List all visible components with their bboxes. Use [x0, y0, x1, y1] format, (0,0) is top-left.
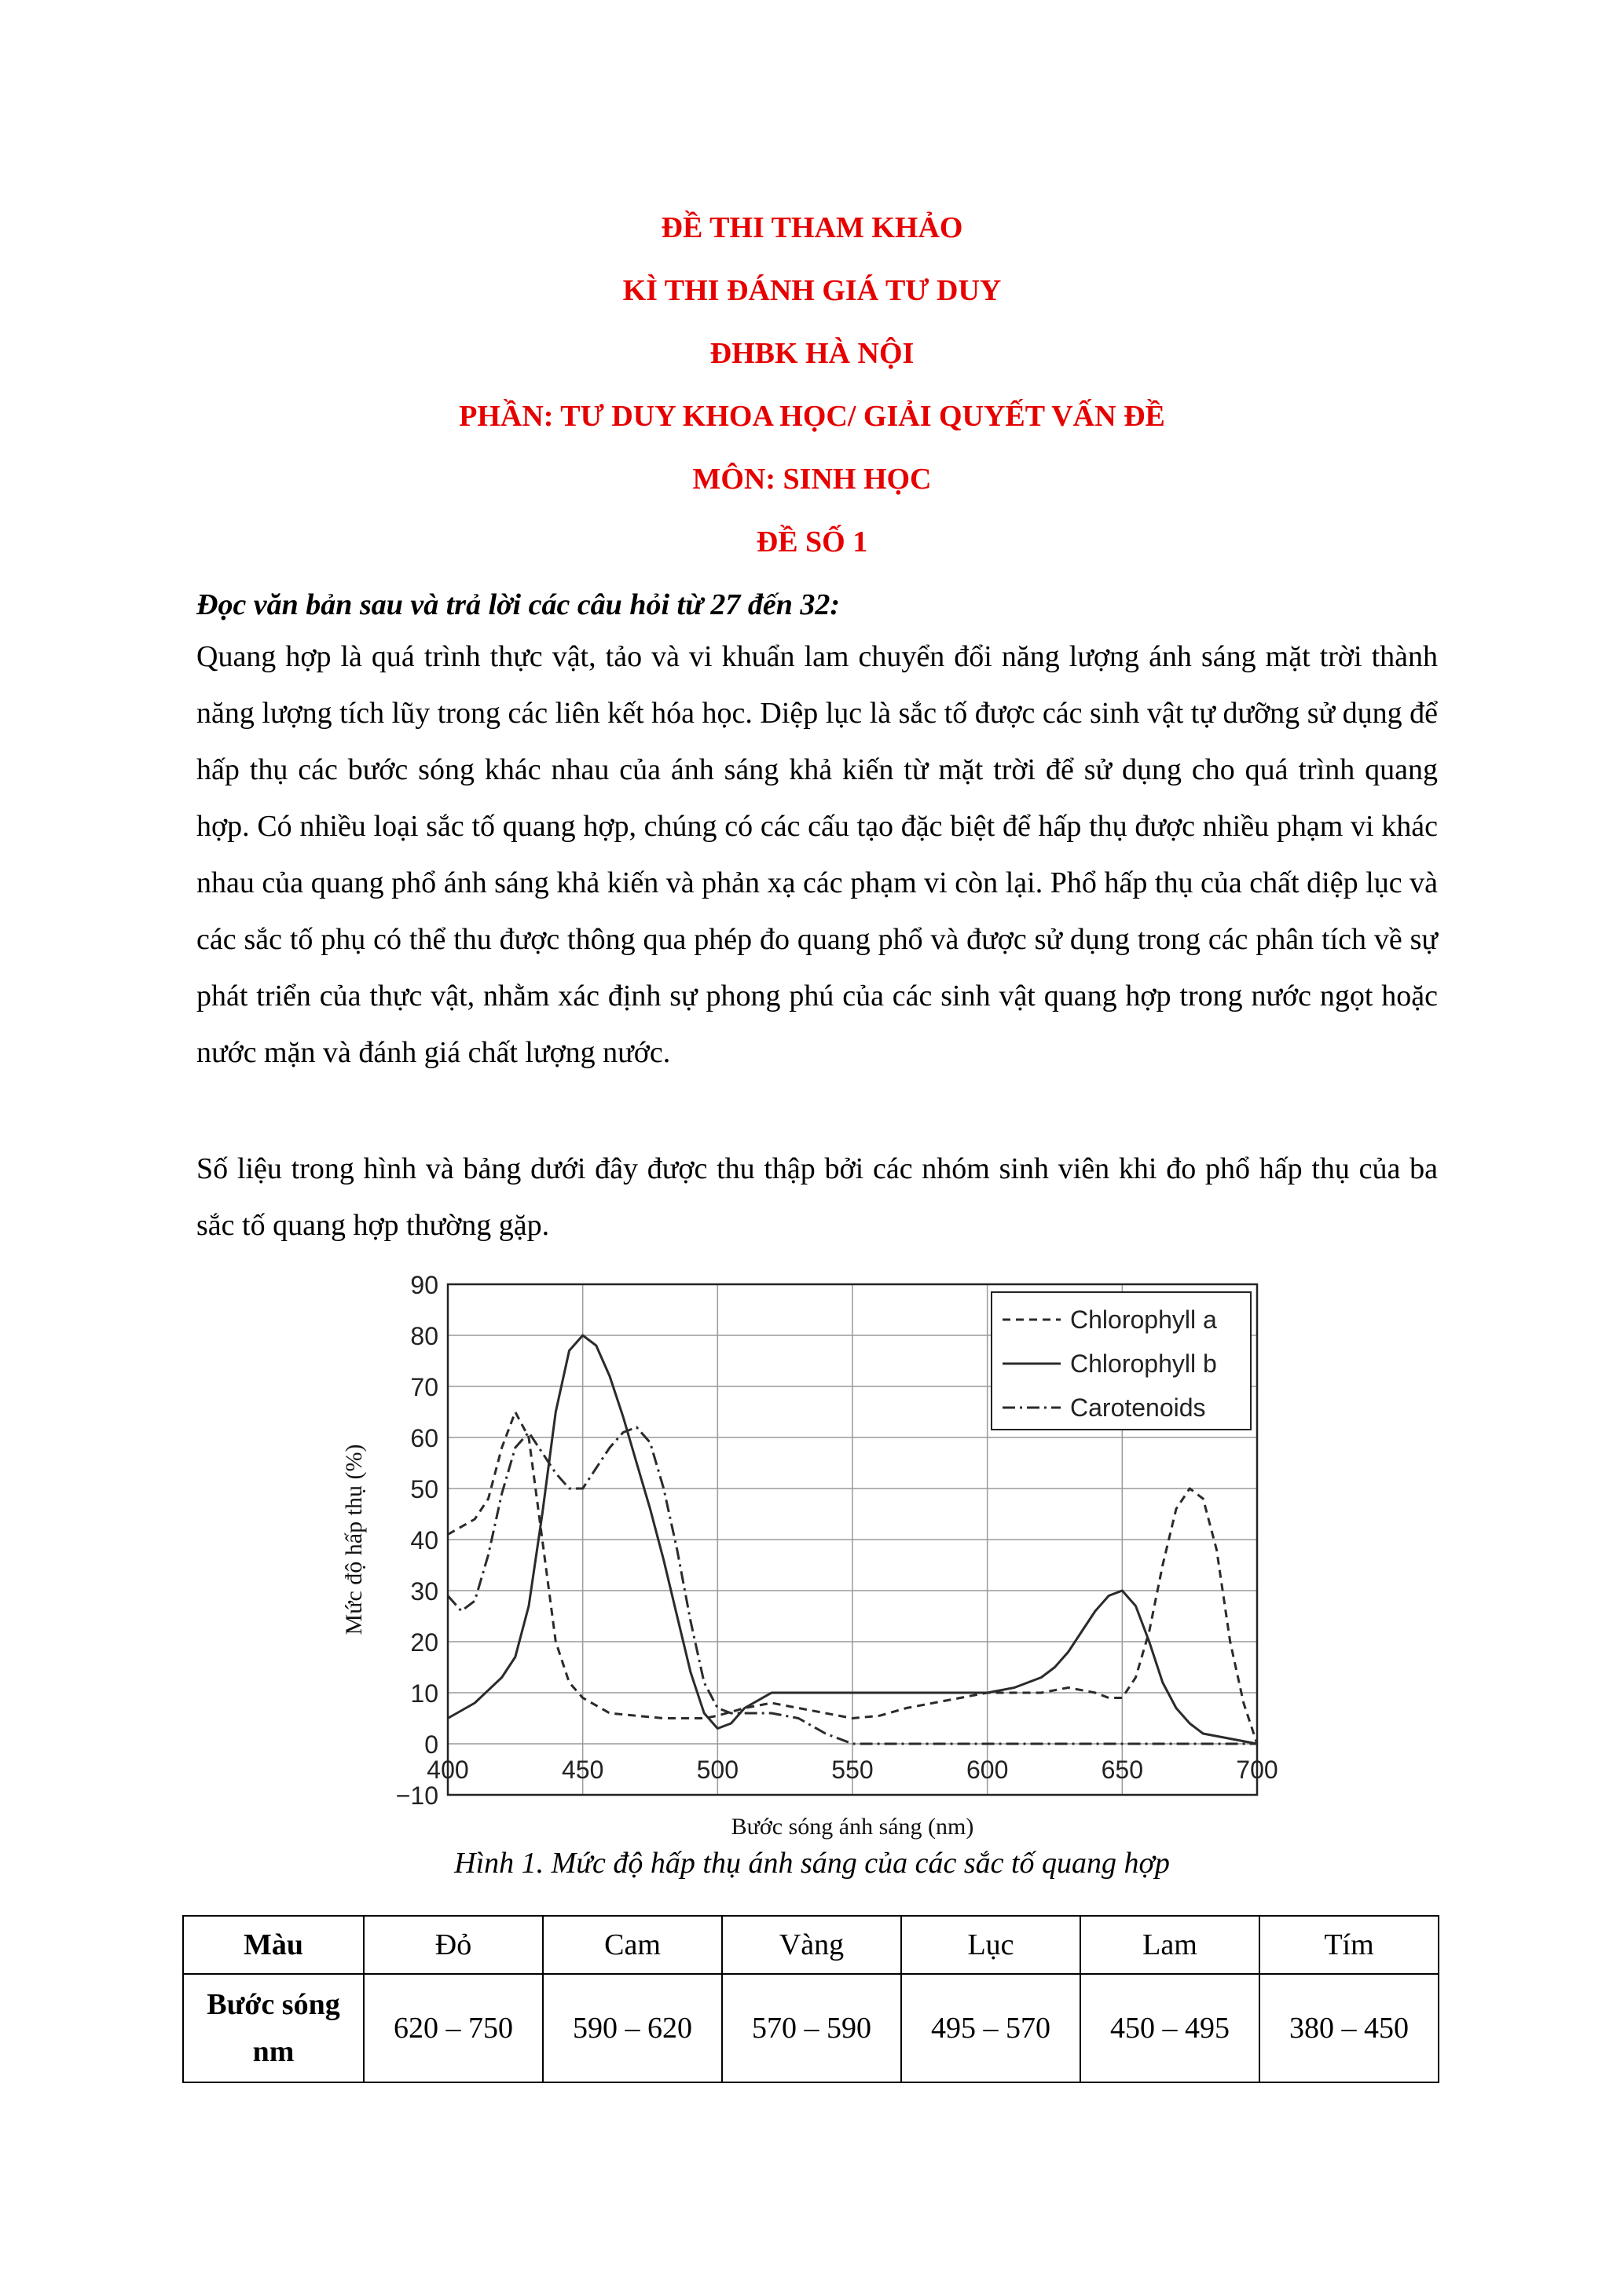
x-tick-label: 550 [831, 1756, 874, 1784]
table-row-wavelengths [183, 1974, 1439, 2082]
exam-section: PHẦN: TƯ DUY KHOA HỌC/ GIẢI QUYẾT VẤN ĐỀ [459, 400, 1165, 433]
table-cell-wavelength: 590 – 620 [543, 1974, 722, 2082]
table-cell-color: Vàng [722, 1916, 901, 1974]
x-tick-label: 700 [1236, 1756, 1278, 1784]
y-tick-label: 10 [410, 1679, 438, 1708]
paragraph-intro: Quang hợp là quá trình thực vật, tảo và vi khuẩn lam chuyển đổi năng lượng ánh sáng mặt trời thành năng lượng tích lũy trong các liên kết hóa học. Diệp lục là sắc tố được các sinh vật tự dưỡng sử dụng để hấp thụ các bước sóng khác nhau của ánh sáng khả kiến từ mặt trời để sử dụng cho quá trình quang hợp. Có nhiều loại sắc tố quang hợp, chúng có các cấu tạo đặc biệt để hấp thụ được nhiều phạm vi khác nhau của quang phổ ánh sáng khả kiến và phản xạ các phạm vi còn lại. Phổ hấp thụ của chất diệp lục và các sắc tố phụ có thể thu được thông qua phép đo quang phổ và được sử dụng trong các phân tích về sự phát triển của thực vật, nhằm xác định sự phong phú của các sinh vật quang hợp trong nước ngọt hoặc nước mặn và đánh giá chất lượng nước. [196, 640, 1438, 1069]
color-wavelength-table [182, 1915, 1439, 2083]
legend-label: Carotenoids [1070, 1393, 1206, 1422]
y-tick-label: 20 [410, 1628, 438, 1657]
y-tick-label: −10 [395, 1782, 438, 1810]
table-cell-wavelength: 450 – 495 [1080, 1974, 1259, 2082]
y-tick-label: 30 [410, 1577, 438, 1606]
table-row-colors [183, 1916, 1439, 1974]
x-tick-label: 500 [696, 1756, 739, 1784]
table-cell-wavelength: 380 – 450 [1259, 1974, 1439, 2082]
paragraph-data-note: Số liệu trong hình và bảng dưới đây được thu thập bởi các nhóm sinh viên khi đo phổ hấp thụ của ba sắc tố quang hợp thường gặp. [196, 1152, 1438, 1242]
exam-name: KÌ THI ĐÁNH GIÁ TƯ DUY [622, 274, 1002, 307]
table-cell-color: Tím [1259, 1916, 1439, 1974]
y-tick-label: 70 [410, 1373, 438, 1401]
y-tick-label: 40 [410, 1526, 438, 1554]
y-tick-label: 0 [424, 1730, 438, 1759]
table-cell-wavelength: 570 – 590 [722, 1974, 901, 2082]
table-header-wavelength [183, 1974, 364, 2082]
table-cell-color: Lam [1080, 1916, 1259, 1974]
reading-instruction: Đọc văn bản sau và trả lời các câu hỏi từ 27 đến 32: [196, 588, 840, 621]
y-axis-label: Mức độ hấp thụ (%) [341, 1444, 367, 1635]
exam-subject: MÔN: SINH HỌC [692, 463, 932, 496]
wavelength-label: Bước sóng [207, 1988, 340, 2021]
table-cell-wavelength: 620 – 750 [364, 1974, 543, 2082]
y-tick-label: 50 [410, 1475, 438, 1503]
exam-title: ĐỀ THI THAM KHẢO [661, 211, 963, 244]
table-cell-color: Đỏ [364, 1916, 543, 1974]
y-tick-label: 60 [410, 1424, 438, 1452]
figure-caption: Hình 1. Mức độ hấp thụ ánh sáng của các sắc tố quang hợp [454, 1847, 1170, 1880]
legend-label: Chlorophyll b [1070, 1349, 1217, 1378]
x-tick-label: 450 [561, 1756, 604, 1784]
table-cell-wavelength: 495 – 570 [901, 1974, 1080, 2082]
x-tick-label: 600 [966, 1756, 1009, 1784]
absorption-chart [330, 1261, 1304, 1842]
wavelength-unit: nm [252, 2035, 295, 2068]
table-header-color: Màu [183, 1916, 364, 1974]
exam-header [0, 196, 1624, 573]
x-tick-label: 400 [427, 1756, 469, 1784]
x-axis-label: Bước sóng ánh sáng (nm) [731, 1814, 974, 1840]
table-cell-color: Lục [901, 1916, 1080, 1974]
y-tick-label: 80 [410, 1322, 438, 1350]
x-tick-label: 650 [1101, 1756, 1144, 1784]
university-name: ĐHBK HÀ NỘI [709, 337, 915, 370]
table-cell-color: Cam [543, 1916, 722, 1974]
exam-number: ĐỀ SỐ 1 [756, 525, 868, 558]
legend-label: Chlorophyll a [1070, 1305, 1217, 1334]
y-tick-label: 90 [410, 1271, 438, 1299]
